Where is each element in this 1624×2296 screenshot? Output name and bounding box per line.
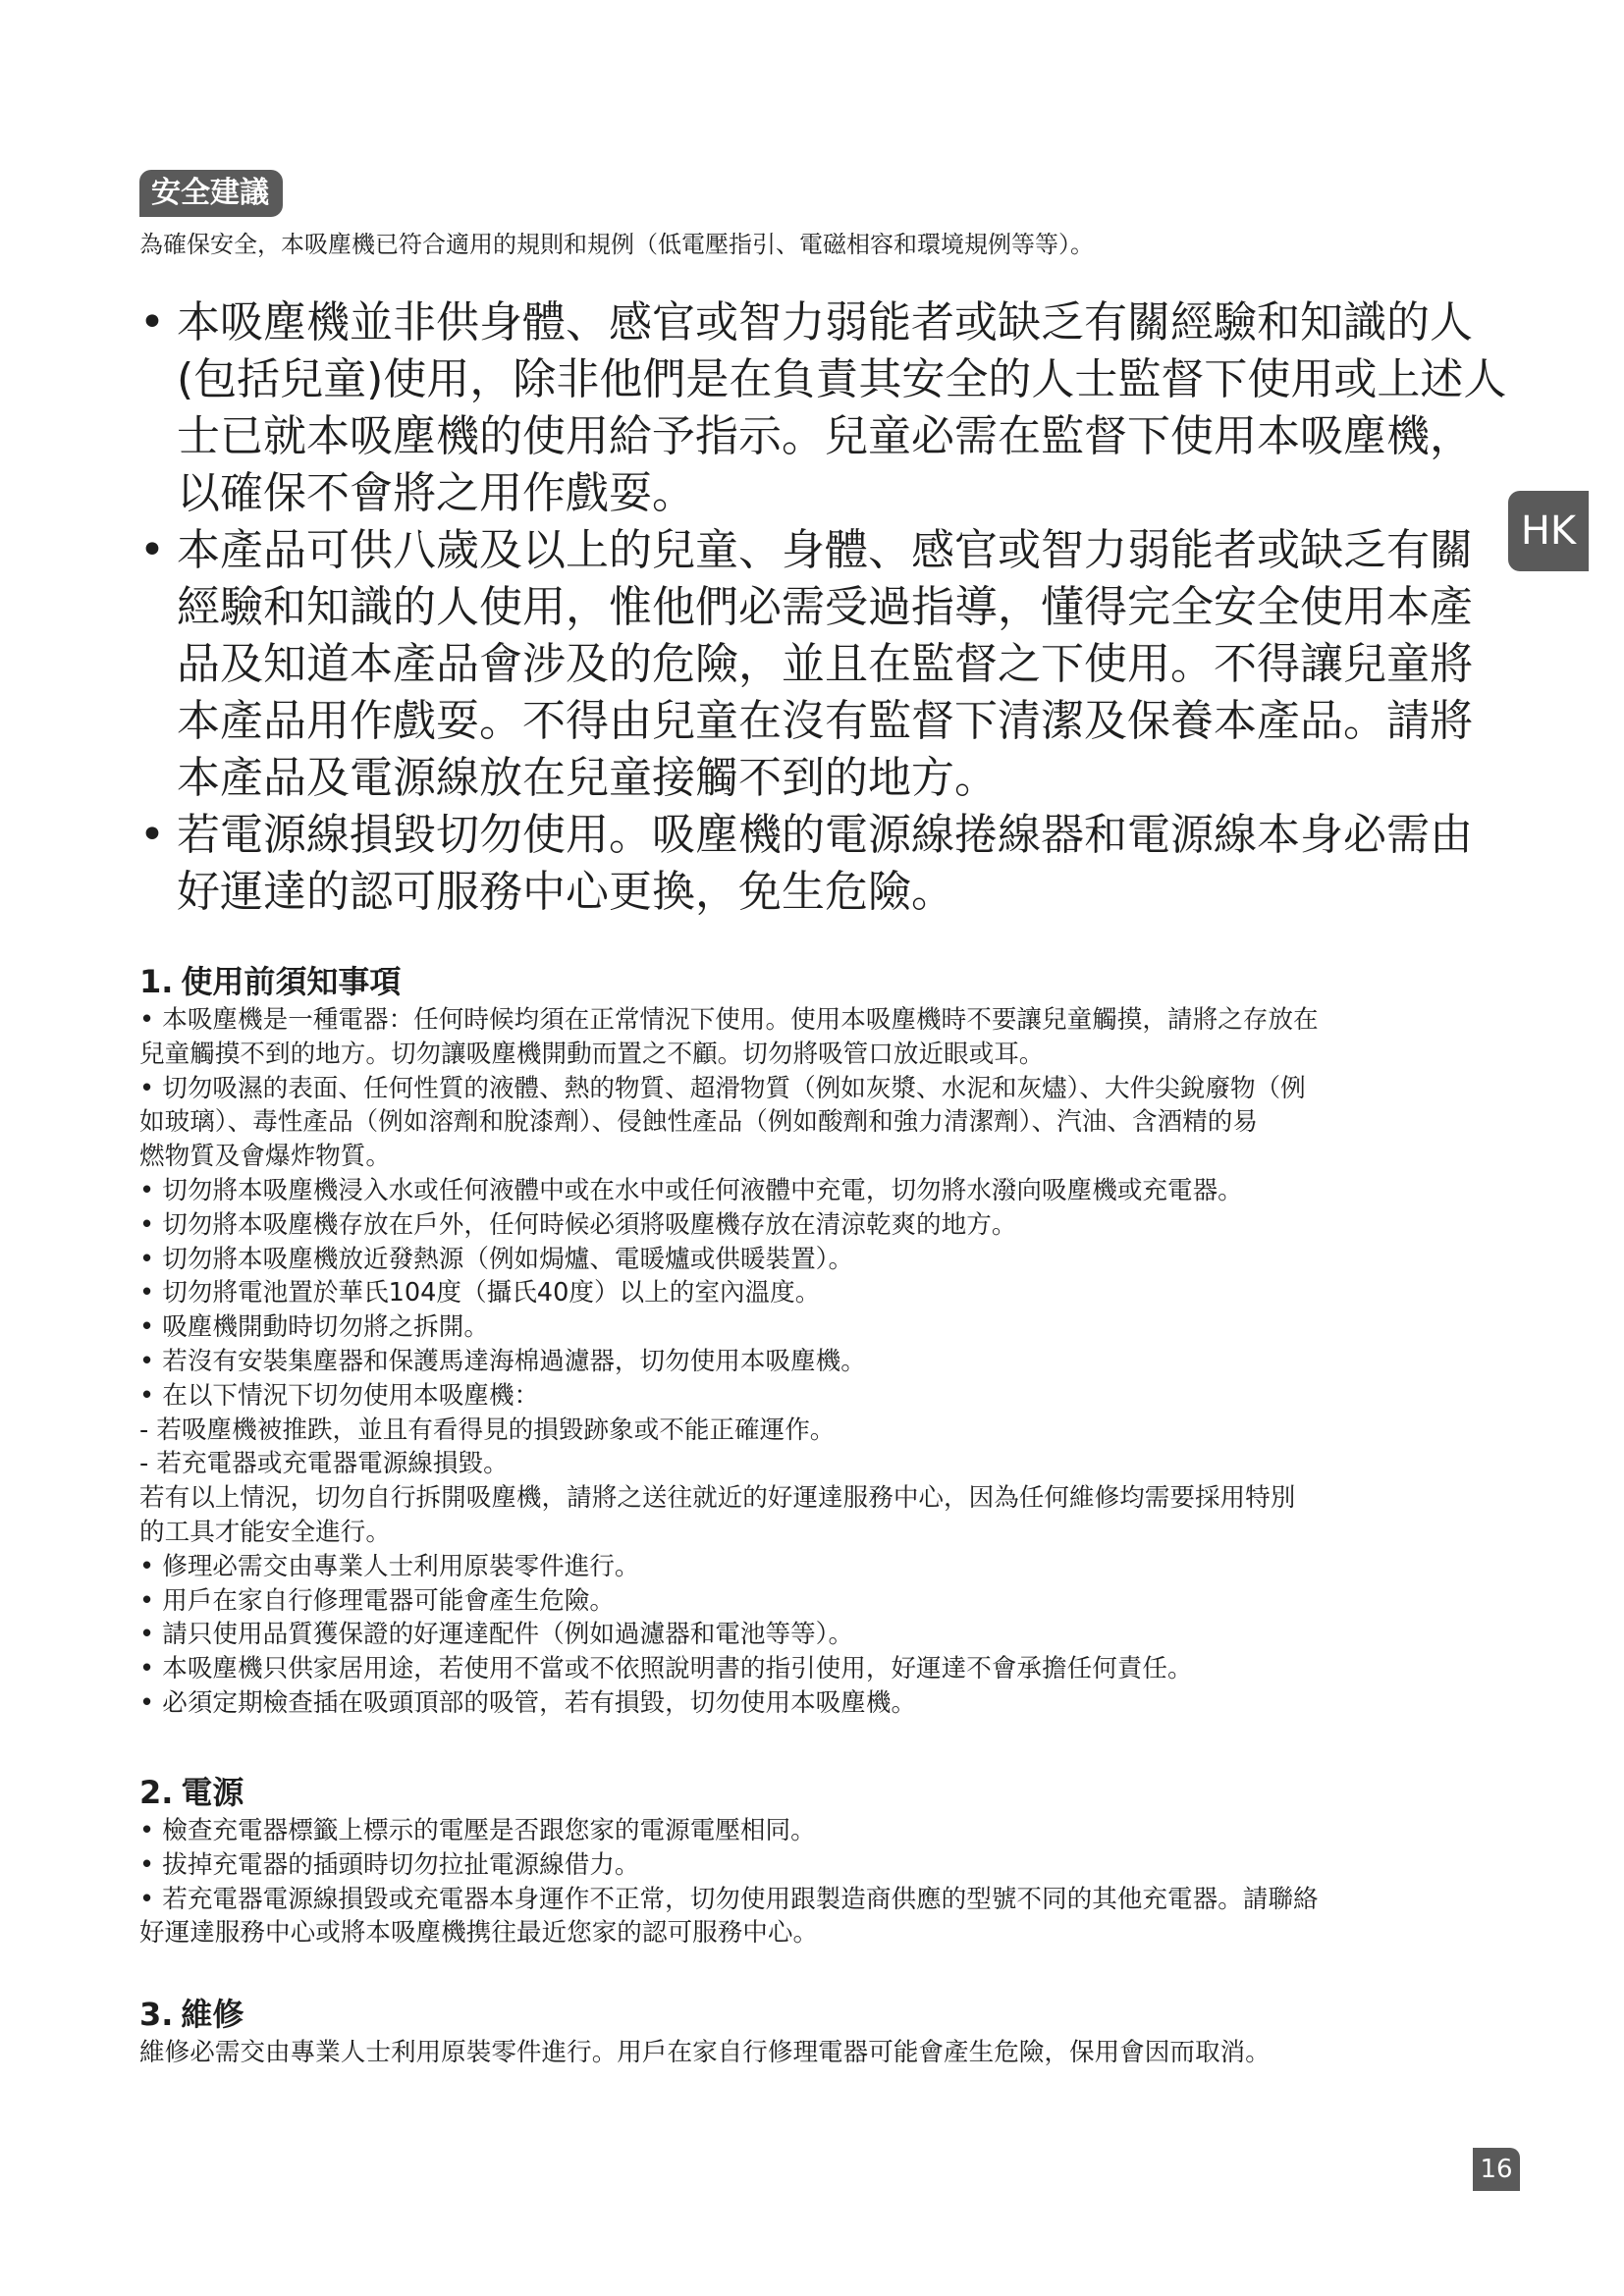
warning-item	[139, 294, 1514, 522]
text-line: • 若沒有安裝集塵器和保護馬達海棉過濾器，切勿使用本吸塵機。	[139, 1346, 866, 1376]
text-line: • 拔掉充電器的插頭時切勿拉扯電源線借力。	[139, 1849, 640, 1880]
text-line: • 切勿將本吸塵機存放在戶外，任何時候必須將吸塵機存放在清涼乾爽的地方。	[139, 1209, 1017, 1240]
text-line: • 切勿將本吸塵機浸入水或任何液體中或在水中或任何液體中充電，切勿將水潑向吸塵機或充電器。	[139, 1175, 1243, 1205]
section-heading-usage	[139, 962, 401, 1001]
bullet-icon: •	[139, 297, 165, 347]
text-line: • 切勿將電池置於華氏104度（攝氏40度）以上的室內溫度。	[139, 1278, 821, 1308]
warning-text: 本產品可供八歲及以上的兒童、身體、感官或智力弱能者或缺乏有關經驗和知識的人使用，惟他們必需受過指導，懂得完全安全使用本產品及知道本產品會涉及的危險，並且在監督之下使用。不得讓兒童將本產品用作戲耍。不得由兒童在沒有監督下清潔及保養本產品。請將本產品及電源線放在兒童接觸不到的地方。	[177, 525, 1473, 803]
text-line: • 請只使用品質獲保證的好運達配件（例如過濾器和電池等等）。	[139, 1620, 854, 1650]
text-line: • 切勿將本吸塵機放近發熱源（例如焗爐、電暖爐或供暖裝置）。	[139, 1244, 854, 1274]
section-body-repair	[139, 2036, 1504, 2070]
language-tab-hk: HK	[1508, 491, 1589, 571]
section-title: 使用前須知事項	[181, 963, 402, 1000]
text-line: • 若充電器電源線損毀或充電器本身運作不正常，切勿使用跟製造商供應的型號不同的其他充電器。請聯絡	[139, 1884, 1319, 1914]
warning-text: 若電源線損毀切勿使用。吸塵機的電源線捲線器和電源線本身必需由好運達的認可服務中心更換，免生危險。	[177, 810, 1473, 917]
text-line: • 用戶在家自行修理電器可能會產生危險。	[139, 1585, 615, 1616]
section-number: 2.	[139, 1774, 174, 1811]
text-line: 好運達服務中心或將本吸塵機携往最近您家的認可服務中心。	[139, 1918, 819, 1949]
text-line: • 在以下情況下切勿使用本吸塵機：	[139, 1380, 540, 1411]
section-heading-power	[139, 1773, 244, 1812]
text-line: • 本吸塵機只供家居用途，若使用不當或不依照說明書的指引使用，好運達不會承擔任何責任。	[139, 1654, 1193, 1684]
text-line: 兒童觸摸不到的地方。切勿讓吸塵機開動而置之不顧。切勿將吸管口放近眼或耳。	[139, 1039, 1045, 1069]
safety-advice-badge: 安全建議	[139, 170, 283, 217]
section-title: 電源	[181, 1774, 244, 1811]
text-line: 的工具才能安全進行。	[139, 1517, 391, 1547]
intro-text: 為確保安全，本吸塵機已符合適用的規則和規例（低電壓指引、電磁相容和環境規例等等）。	[139, 231, 1094, 258]
text-line: • 必須定期檢查插在吸頭頂部的吸管，若有損毀，切勿使用本吸塵機。	[139, 1687, 917, 1718]
text-line: • 修理必需交由專業人士利用原裝零件進行。	[139, 1551, 640, 1581]
text-line: • 本吸塵機是一種電器：任何時候均須在正常情況下使用。使用本吸塵機時不要讓兒童觸摸，請將之存放在	[139, 1005, 1319, 1035]
warning-item	[139, 807, 1514, 921]
text-line: 維修必需交由專業人士利用原裝零件進行。用戶在家自行修理電器可能會產生危險，保用會因而取消。	[139, 2038, 1271, 2067]
text-line: - 若充電器或充電器電源線損毀。	[139, 1449, 509, 1479]
bullet-icon: •	[139, 810, 165, 860]
text-line: 若有以上情況，切勿自行拆開吸塵機，請將之送往就近的好運達服務中心，因為任何維修均需要採用特別	[139, 1483, 1296, 1514]
section-heading-repair	[139, 1995, 244, 2034]
page-number: 16	[1473, 2148, 1520, 2191]
text-line: • 吸塵機開動時切勿將之拆開。	[139, 1312, 489, 1343]
section-number: 1.	[139, 963, 174, 1000]
text-line: • 檢查充電器標籤上標示的電壓是否跟您家的電源電壓相同。	[139, 1816, 816, 1845]
warning-list	[139, 294, 1514, 921]
text-line: 如玻璃）、毒性產品（例如溶劑和脫漆劑）、侵蝕性產品（例如酸劑和強力清潔劑）、汽油、含酒精的易	[139, 1107, 1258, 1138]
warning-text: 本吸塵機並非供身體、感官或智力弱能者或缺乏有關經驗和知識的人(包括兒童)使用，除非他們是在負責其安全的人士監督下使用或上述人士已就本吸塵機的使用給予指示。兒童必需在監督下使用本吸塵機，以確保不會將之用作戲耍。	[177, 297, 1507, 518]
section-number: 3.	[139, 1996, 174, 2033]
bullet-icon: •	[139, 525, 165, 575]
text-line: - 若吸塵機被推跌，並且有看得見的損毀跡象或不能正確運作。	[139, 1415, 836, 1445]
section-body-usage	[139, 1003, 1504, 1721]
text-line: 燃物質及會爆炸物質。	[139, 1142, 391, 1172]
section-body-power	[139, 1814, 1504, 1950]
section-title: 維修	[181, 1996, 244, 2033]
text-line: • 切勿吸濕的表面、任何性質的液體、熱的物質、超滑物質（例如灰漿、水泥和灰燼）、大件尖銳廢物（例	[139, 1073, 1306, 1103]
warning-item	[139, 522, 1514, 807]
